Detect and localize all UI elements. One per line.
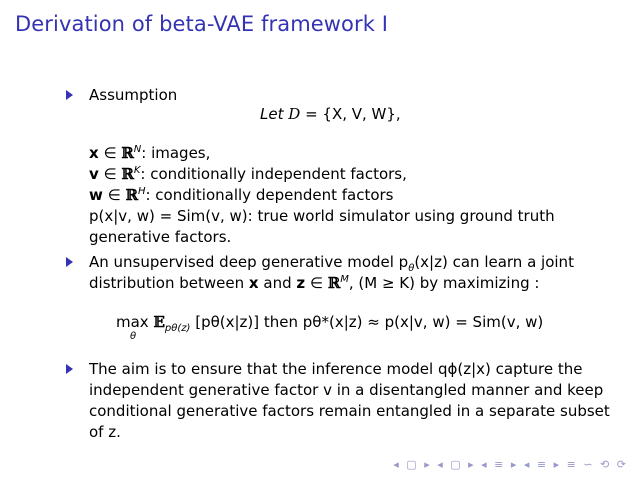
b2-l1-start: An unsupervised deep generative model p xyxy=(89,253,409,271)
def-line-w: w ∈ ℝ$^H$: conditionally dependent factors xyxy=(89,186,394,204)
sup-w: H xyxy=(137,186,146,197)
let-equation xyxy=(260,104,401,124)
def-line-x: x ∈ ℝ$^N$: images, xyxy=(89,144,211,162)
max-sub: θ xyxy=(130,331,137,342)
b2-l1-sub: θ xyxy=(408,263,415,274)
bullet2-line1 xyxy=(89,252,574,272)
let-text: Let xyxy=(260,105,284,123)
max-operator xyxy=(116,312,149,342)
bullet2-line2: distribution between x and z ∈ ℝ$^M$, (M ≥ K) by maximizing : xyxy=(89,274,540,292)
sup-x: N xyxy=(133,144,142,155)
bullet3-line-3: conditional generative factors remain entangled in a separate subset xyxy=(89,402,610,420)
b2-l2-start: distribution between xyxy=(89,274,245,292)
D-symbol: D xyxy=(288,105,301,123)
bullet3-line-1: The aim is to ensure that the inference model qϕ(z|x) capture the xyxy=(89,360,583,378)
bullet3-line-2: independent generative factor v in a disentangled manner and keep xyxy=(89,381,604,399)
b2-l2-sup: M xyxy=(340,274,349,285)
b2-l2-space: ℝ xyxy=(327,274,341,292)
bullet-marker-2 xyxy=(66,257,73,267)
equation-mid: [pθ(x|z)] then pθ*(x|z) ≈ p(x|v, w) = Sim(v, w) xyxy=(195,313,544,331)
b2-l2-z: z xyxy=(296,274,306,292)
expectation-symbol: 𝔼 xyxy=(153,313,165,331)
b2-l2-end: , (M ≥ K) by maximizing : xyxy=(348,274,540,292)
simulator-line: p(x|v, w) = Sim(v, w): true world simulator using ground truth xyxy=(89,207,555,225)
b2-l2-x: x xyxy=(248,274,259,292)
space-x: ℝ xyxy=(121,144,134,162)
b2-l1-end: (x|z) can learn a joint xyxy=(414,253,574,271)
bullet-marker-1 xyxy=(66,90,73,100)
simulator-line-2: generative factors. xyxy=(89,228,232,246)
bullet3-line-4: of z. xyxy=(89,423,121,441)
max-equation xyxy=(116,312,544,342)
let-eq-text: = {X, V, W}, xyxy=(305,105,401,123)
max-text: max xyxy=(116,313,149,331)
def-line-v: v ∈ ℝ$^K$: conditionally independent factors, xyxy=(89,165,407,183)
bullet-marker-3 xyxy=(66,364,73,374)
slide-title: Derivation of beta-VAE framework I xyxy=(15,12,389,36)
bullet1-label: Assumption xyxy=(89,86,178,104)
space-w: ℝ xyxy=(125,186,138,204)
desc-w: : conditionally dependent factors xyxy=(145,186,394,204)
var-v: v xyxy=(89,165,99,183)
desc-v: : conditionally independent factors, xyxy=(140,165,407,183)
desc-x: : images, xyxy=(141,144,211,162)
sup-v: K xyxy=(133,165,141,176)
var-x: x xyxy=(89,144,99,162)
expectation-sub: pθ(z) xyxy=(164,323,191,334)
var-w: w xyxy=(89,186,103,204)
b2-l2-and: and xyxy=(263,274,292,292)
space-v: ℝ xyxy=(121,165,134,183)
beamer-navigation-icons[interactable]: ◂ ▢ ▸ ◂ ▢ ▸ ◂ ≡ ▸ ◂ ≡ ▸ ≡ ∽ ⟲ ⟳ xyxy=(393,458,628,471)
